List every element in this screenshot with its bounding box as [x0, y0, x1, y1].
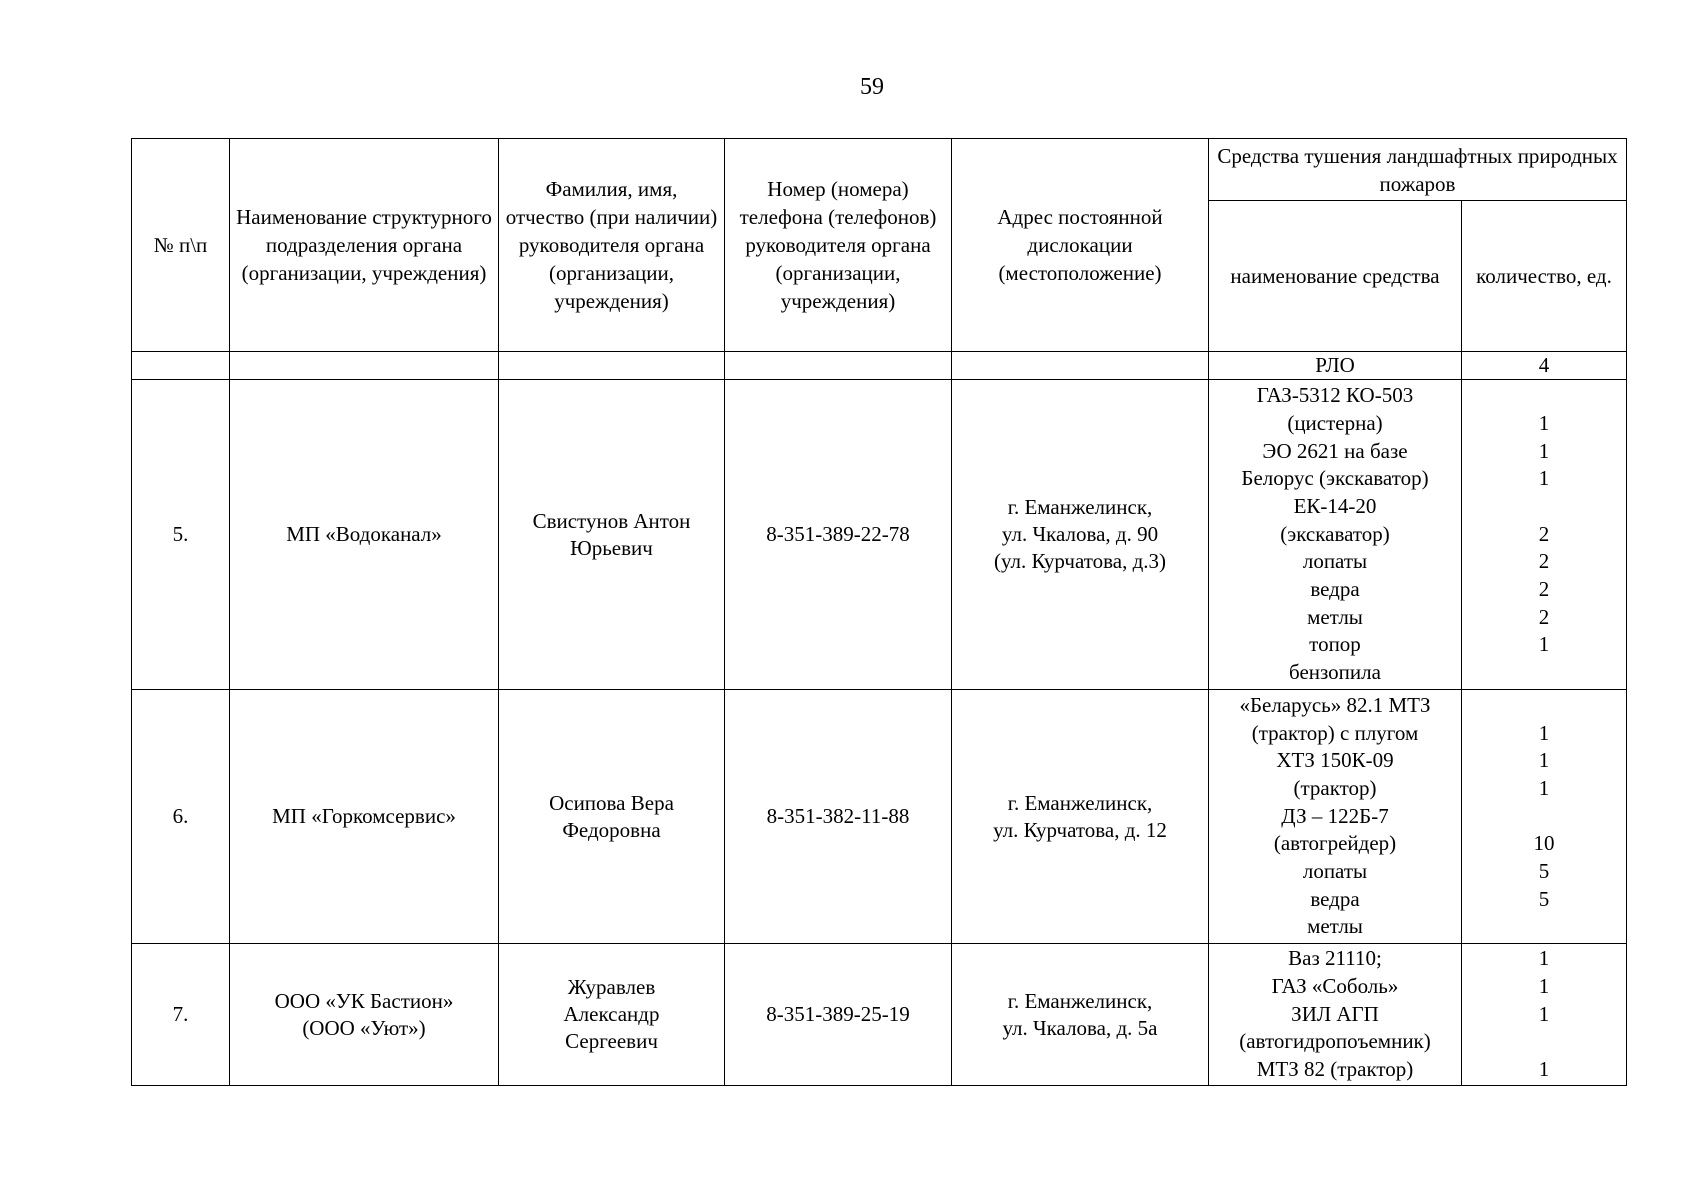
means-item: топор — [1309, 632, 1361, 657]
address-line: ул. Чкалова, д. 5а — [1002, 1015, 1158, 1040]
head-name-cell — [499, 690, 725, 944]
address-cell — [952, 944, 1209, 1086]
address-line: г. Еманжелинск, — [1007, 988, 1153, 1013]
table-row — [132, 380, 1627, 690]
means-name-cell — [1209, 944, 1462, 1086]
qty-item: 1 — [1538, 720, 1550, 745]
head-name-line: Свистунов Антон — [532, 508, 691, 533]
qty-item: 2 — [1538, 604, 1550, 629]
means-item: ГАЗ-5312 КО-503 — [1256, 383, 1414, 408]
address-cell — [952, 690, 1209, 944]
qty-item: 5 — [1538, 859, 1550, 884]
cell-empty — [230, 352, 499, 380]
header-unit: Наименование структурного подразделения органа (организации, учреждения) — [230, 139, 499, 352]
row-number: 7. — [132, 944, 230, 1086]
means-item: (экскаватор) — [1280, 521, 1390, 546]
means-item: (трактор) — [1293, 775, 1377, 800]
qty-item: 2 — [1538, 549, 1550, 574]
means-item: лопаты — [1302, 549, 1368, 574]
qty-item: 2 — [1538, 577, 1550, 602]
unit-name-line: МП «Горкомсервис» — [272, 804, 456, 828]
head-name-line: Сергеевич — [565, 1029, 658, 1053]
unit-name-line: (ООО «Уют») — [302, 1015, 426, 1040]
table-row-carryover — [132, 352, 1627, 380]
unit-name-line: МП «Водоканал» — [286, 522, 442, 546]
qty-item: 1 — [1538, 632, 1550, 657]
means-item: (трактор) с плугом — [1251, 720, 1419, 745]
qty-item: 1 — [1538, 1001, 1550, 1026]
qty-item: 1 — [1538, 438, 1550, 463]
table-row — [132, 944, 1627, 1086]
means-item: ХТЗ 150К-09 — [1276, 748, 1394, 773]
table-row — [132, 690, 1627, 944]
means-qty-cell — [1462, 944, 1627, 1086]
qty-item — [1468, 382, 1620, 410]
head-name-line: Юрьевич — [570, 535, 653, 560]
qty-item — [1468, 493, 1620, 521]
qty-item: 1 — [1538, 946, 1550, 971]
header-address: Адрес постоянной дислокации (местоположение) — [952, 139, 1209, 352]
phone-cell: 8-351-382-11-88 — [725, 690, 952, 944]
cell-empty — [952, 352, 1209, 380]
means-item: Ваз 21110; — [1288, 946, 1382, 971]
address-line: ул. Чкалова, д. 90 — [1001, 522, 1159, 546]
qty-item: 1 — [1538, 466, 1550, 491]
header-phone: Номер (номера) телефона (телефонов) руководителя органа (организации, учреждения) — [725, 139, 952, 352]
means-item: ЕК-14-20 — [1293, 493, 1377, 518]
header-head-name: Фамилия, имя, отчество (при наличии) руководителя органа (организации, учреждения) — [499, 139, 725, 352]
unit-name-line: ООО «УК Бастион» — [274, 988, 454, 1013]
means-name-cell — [1209, 690, 1462, 944]
head-name-line: Александр — [563, 1002, 660, 1026]
means-qty-cell: 4 — [1462, 352, 1627, 380]
qty-item: 1 — [1538, 410, 1550, 435]
qty-item: 1 — [1538, 1057, 1550, 1082]
means-item: метлы — [1307, 914, 1363, 939]
means-item: метлы — [1307, 604, 1363, 629]
means-item: ведра — [1310, 886, 1360, 911]
header-means-group: Средства тушения ландшафтных природных пожаров — [1209, 139, 1627, 201]
means-item: «Беларусь» 82.1 МТЗ — [1239, 692, 1431, 717]
means-item: (цистерна) — [1287, 410, 1383, 435]
means-item: (автогидропоъемник) — [1239, 1029, 1431, 1054]
header-means-qty: количество, ед. — [1462, 201, 1627, 352]
qty-item: 10 — [1533, 831, 1555, 856]
head-name-cell — [499, 380, 725, 690]
means-qty-cell — [1462, 690, 1627, 944]
qty-item: 2 — [1538, 521, 1550, 546]
means-item: (автогрейдер) — [1273, 831, 1397, 856]
means-item: ведра — [1310, 577, 1360, 602]
phone-cell: 8-351-389-25-19 — [725, 944, 952, 1086]
page-number: 59 — [860, 74, 884, 100]
means-qty-cell — [1462, 380, 1627, 690]
cell-empty — [499, 352, 725, 380]
header-means-name: наименование средства — [1209, 201, 1462, 352]
means-name-cell: РЛО — [1209, 352, 1462, 380]
means-item: лопаты — [1302, 859, 1368, 884]
qty-item: 1 — [1538, 973, 1550, 998]
qty-item: 1 — [1538, 748, 1550, 773]
address-line: г. Еманжелинск, — [1007, 790, 1153, 815]
means-item: ГАЗ «Соболь» — [1271, 973, 1399, 998]
qty-item: 1 — [1538, 775, 1550, 800]
fire-equipment-table — [131, 138, 1627, 1086]
unit-name-cell — [230, 380, 499, 690]
address-line: ул. Курчатова, д. 12 — [993, 817, 1167, 842]
means-item: ЗИЛ АГП — [1291, 1001, 1379, 1026]
cell-empty — [132, 352, 230, 380]
qty-item — [1468, 659, 1620, 687]
address-line: (ул. Курчатова, д.3) — [993, 549, 1167, 573]
qty-item — [1468, 803, 1620, 831]
means-item: ЭО 2621 на базе — [1262, 438, 1408, 463]
row-number: 5. — [132, 380, 230, 690]
means-item: бензопила — [1289, 660, 1381, 685]
means-item: Белорус (экскаватор) — [1241, 466, 1429, 491]
address-line: г. Еманжелинск, — [1007, 495, 1153, 519]
qty-item: 5 — [1538, 886, 1550, 911]
unit-name-cell — [230, 690, 499, 944]
head-name-cell — [499, 944, 725, 1086]
head-name-line: Осипова Вера — [549, 790, 674, 815]
head-name-line: Федоровна — [562, 817, 661, 842]
qty-item — [1468, 1028, 1620, 1056]
header-num: № п\п — [132, 139, 230, 352]
means-name-cell — [1209, 380, 1462, 690]
row-number: 6. — [132, 690, 230, 944]
means-item: МТЗ 82 (трактор) — [1256, 1057, 1414, 1082]
cell-empty — [725, 352, 952, 380]
phone-cell: 8-351-389-22-78 — [725, 380, 952, 690]
address-cell — [952, 380, 1209, 690]
head-name-line: Журавлев — [567, 975, 656, 999]
means-item: ДЗ – 122Б-7 — [1281, 803, 1389, 828]
unit-name-cell — [230, 944, 499, 1086]
